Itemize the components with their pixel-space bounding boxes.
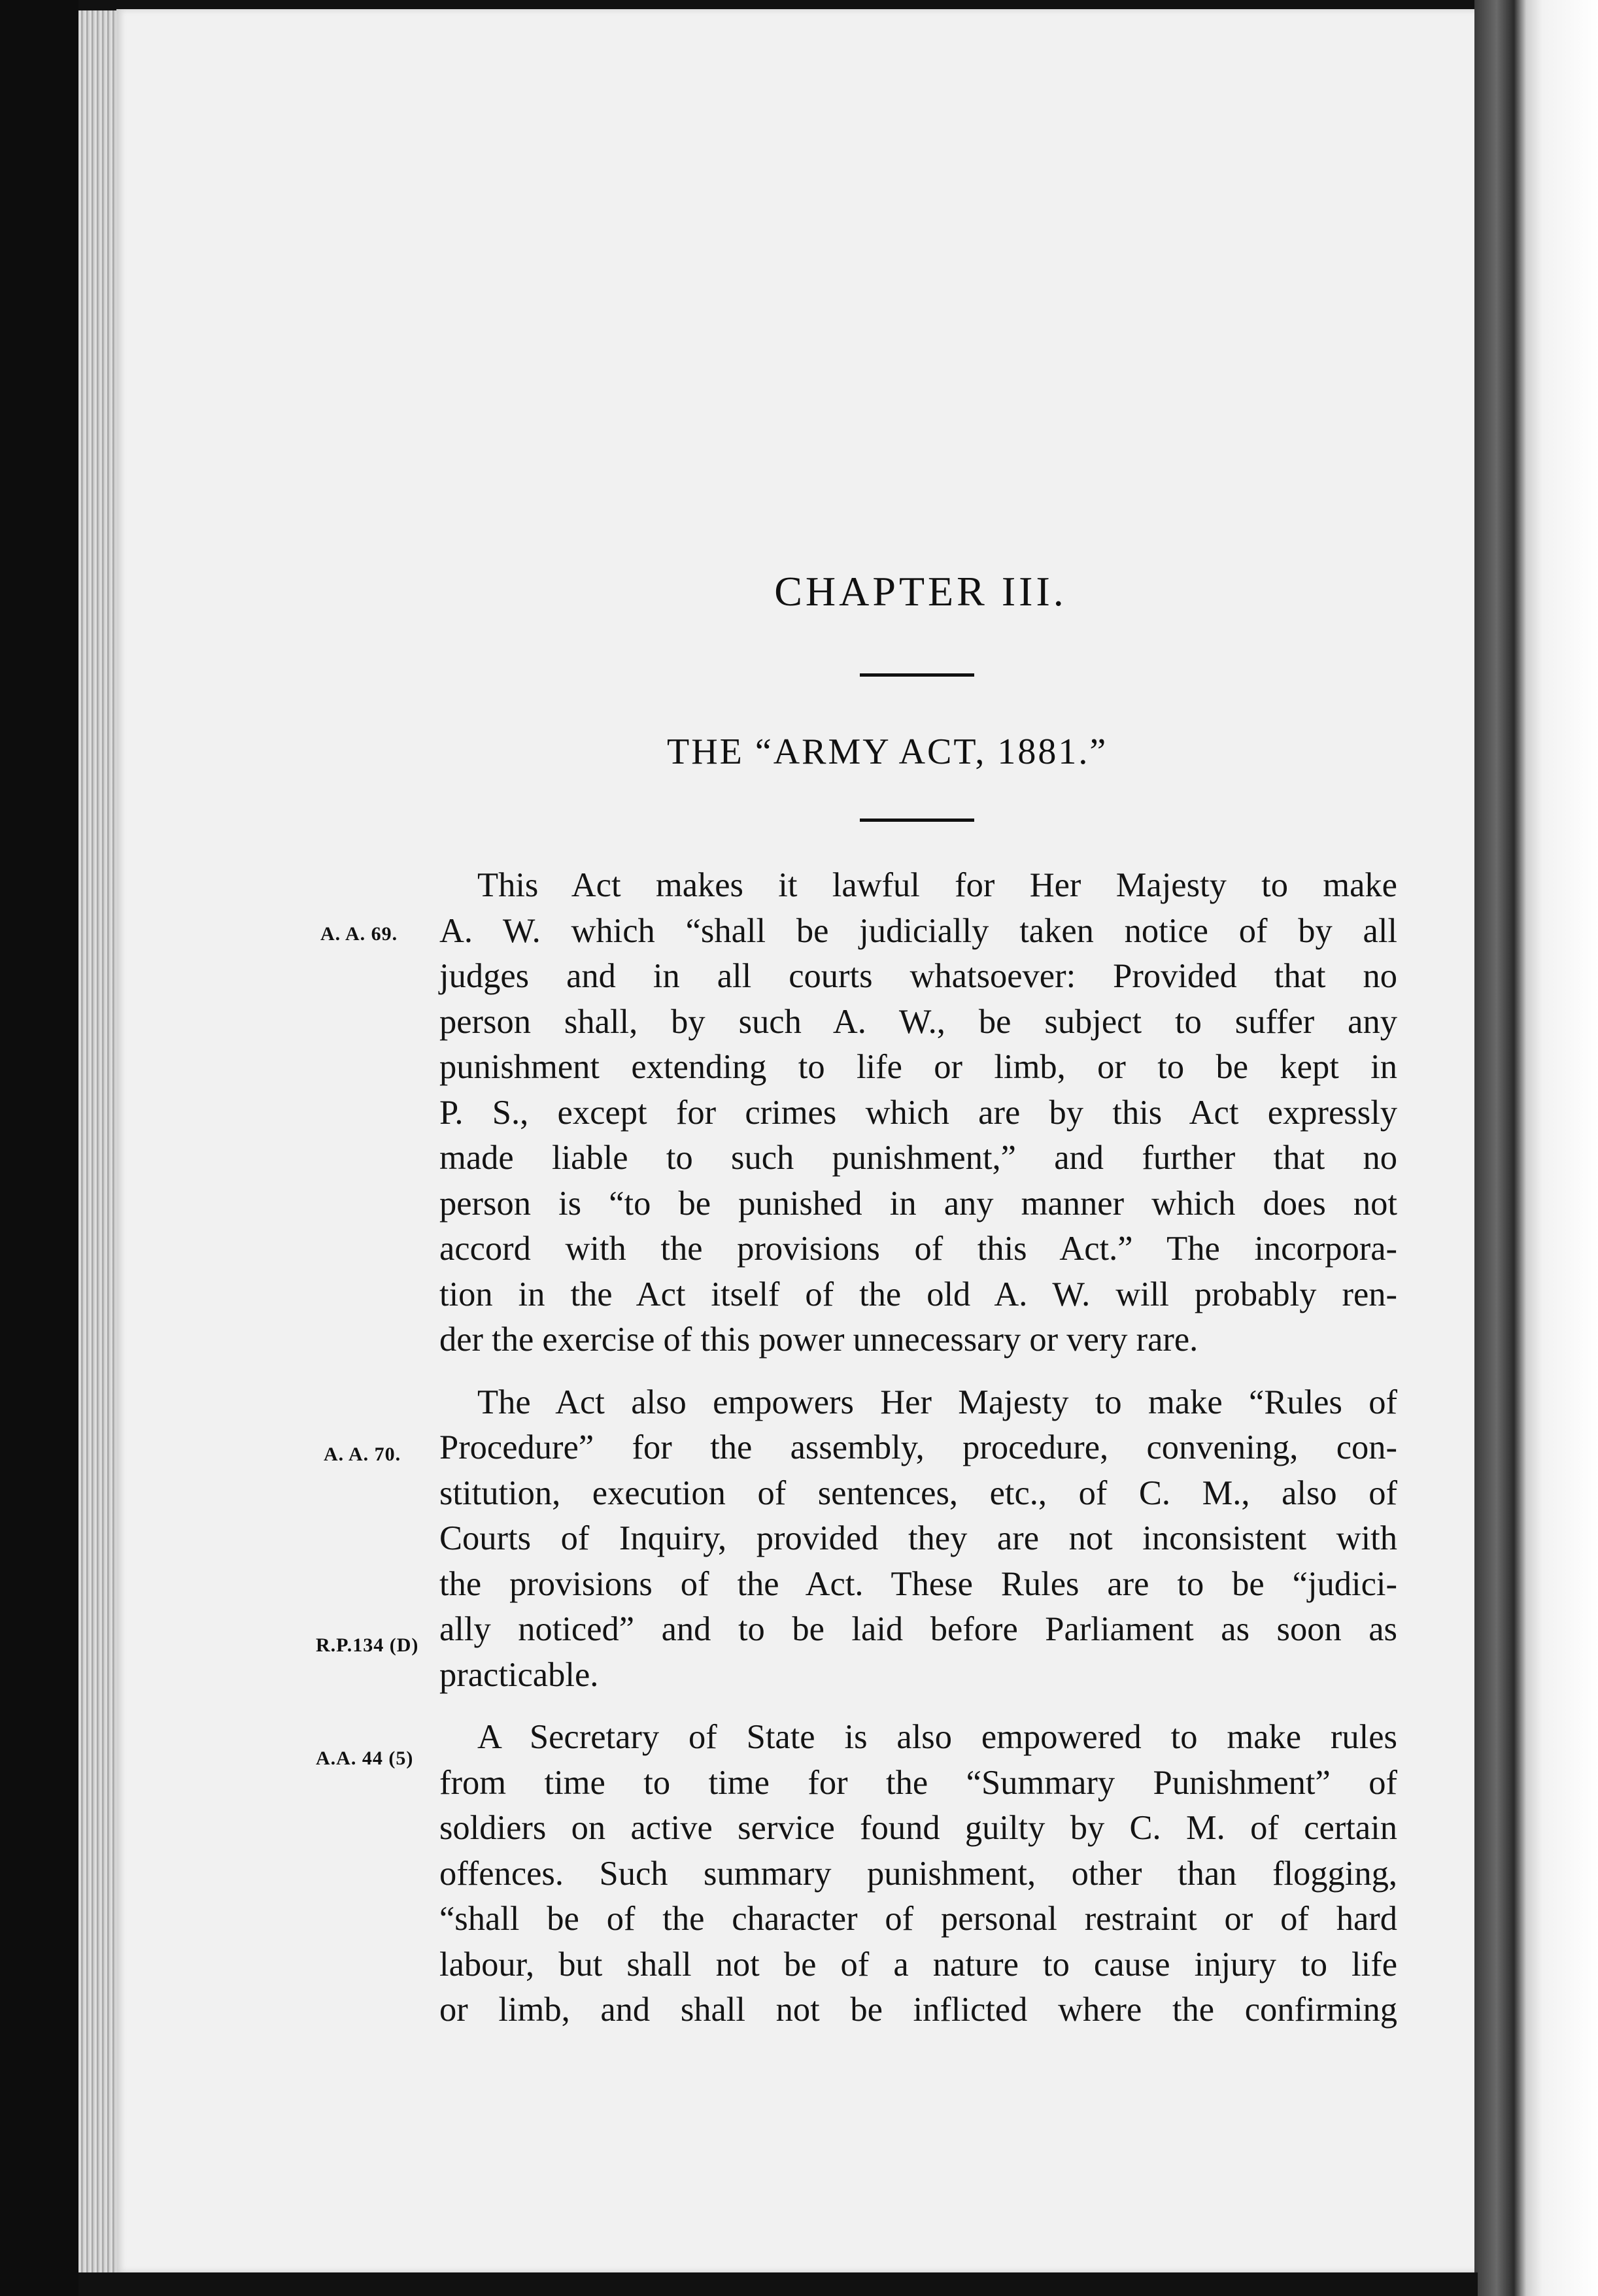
text-line: the provisions of the Act. These Rules are to be “judici- xyxy=(439,1564,1397,1603)
text-line: A. W. which “shall be judicially taken notice of by all xyxy=(439,911,1397,950)
text-line: judges and in all courts whatsoever: Provided that no xyxy=(439,957,1397,995)
heading-rule-top xyxy=(860,673,974,677)
chapter-heading: CHAPTER III. xyxy=(774,568,1067,615)
margin-note: A.A. 44 (5) xyxy=(316,1747,414,1769)
text-line: labour, but shall not be of a nature to cause injury to life xyxy=(439,1945,1397,1984)
text-line: der the exercise of this power unnecessary or very rare. xyxy=(439,1321,1198,1359)
text-line: from time to time for the “Summary Punishment” of xyxy=(439,1763,1397,1802)
body-text xyxy=(439,863,1397,2033)
text-line: person shall, by such A. W., be subject to suffer any xyxy=(439,1002,1397,1041)
text-line: made liable to such punishment,” and further that no xyxy=(439,1139,1397,1177)
text-line: tion in the Act itself of the old A. W. will probably ren- xyxy=(439,1275,1397,1313)
page-edges xyxy=(78,7,118,2275)
book-binding-gutter xyxy=(1474,0,1598,2296)
scanner-background xyxy=(0,0,78,2296)
text-line: Procedure” for the assembly, procedure, convening, con- xyxy=(439,1428,1397,1466)
paragraph xyxy=(439,863,1397,1363)
text-line: practicable. xyxy=(439,1655,599,1694)
text-line: P. S., except for crimes which are by this Act expressly xyxy=(439,1093,1397,1132)
text-line: soldiers on active service found guilty by C. M. of certain xyxy=(439,1809,1397,1847)
paragraph xyxy=(439,1380,1397,1698)
text-line: “shall be of the character of personal restraint or of hard xyxy=(439,1900,1397,1938)
text-line: Courts of Inquiry, provided they are not inconsistent with xyxy=(439,1519,1397,1557)
text-line: This Act makes it lawful for Her Majesty to make xyxy=(477,866,1397,904)
text-line: stitution, execution of sentences, etc., of C. M., also of xyxy=(439,1474,1397,1512)
text-line: punishment extending to life or limb, or to be kept in xyxy=(439,1048,1397,1086)
heading-rule-bottom xyxy=(860,819,974,822)
text-line: ally noticed” and to be laid before Parliament as soon as xyxy=(439,1610,1397,1648)
text-line: offences. Such summary punishment, other than flogging, xyxy=(439,1854,1397,1893)
margin-note: A. A. 70. xyxy=(324,1443,401,1465)
scan-bottom-border xyxy=(78,2272,1478,2296)
margin-note: R.P.134 (D) xyxy=(316,1634,419,1656)
text-line: The Act also empowers Her Majesty to make “Rules of xyxy=(477,1383,1397,1421)
margin-note: A. A. 69. xyxy=(320,923,398,945)
text-line: A Secretary of State is also empowered to make rules xyxy=(477,1718,1397,1756)
text-line: or limb, and shall not be inflicted where the confirming xyxy=(439,1991,1397,2029)
paragraph xyxy=(439,1715,1397,2033)
section-heading: THE “ARMY ACT, 1881.” xyxy=(667,732,1108,772)
text-line: person is “to be punished in any manner which does not xyxy=(439,1184,1397,1223)
text-line: accord with the provisions of this Act.” The incorpora- xyxy=(439,1230,1397,1268)
